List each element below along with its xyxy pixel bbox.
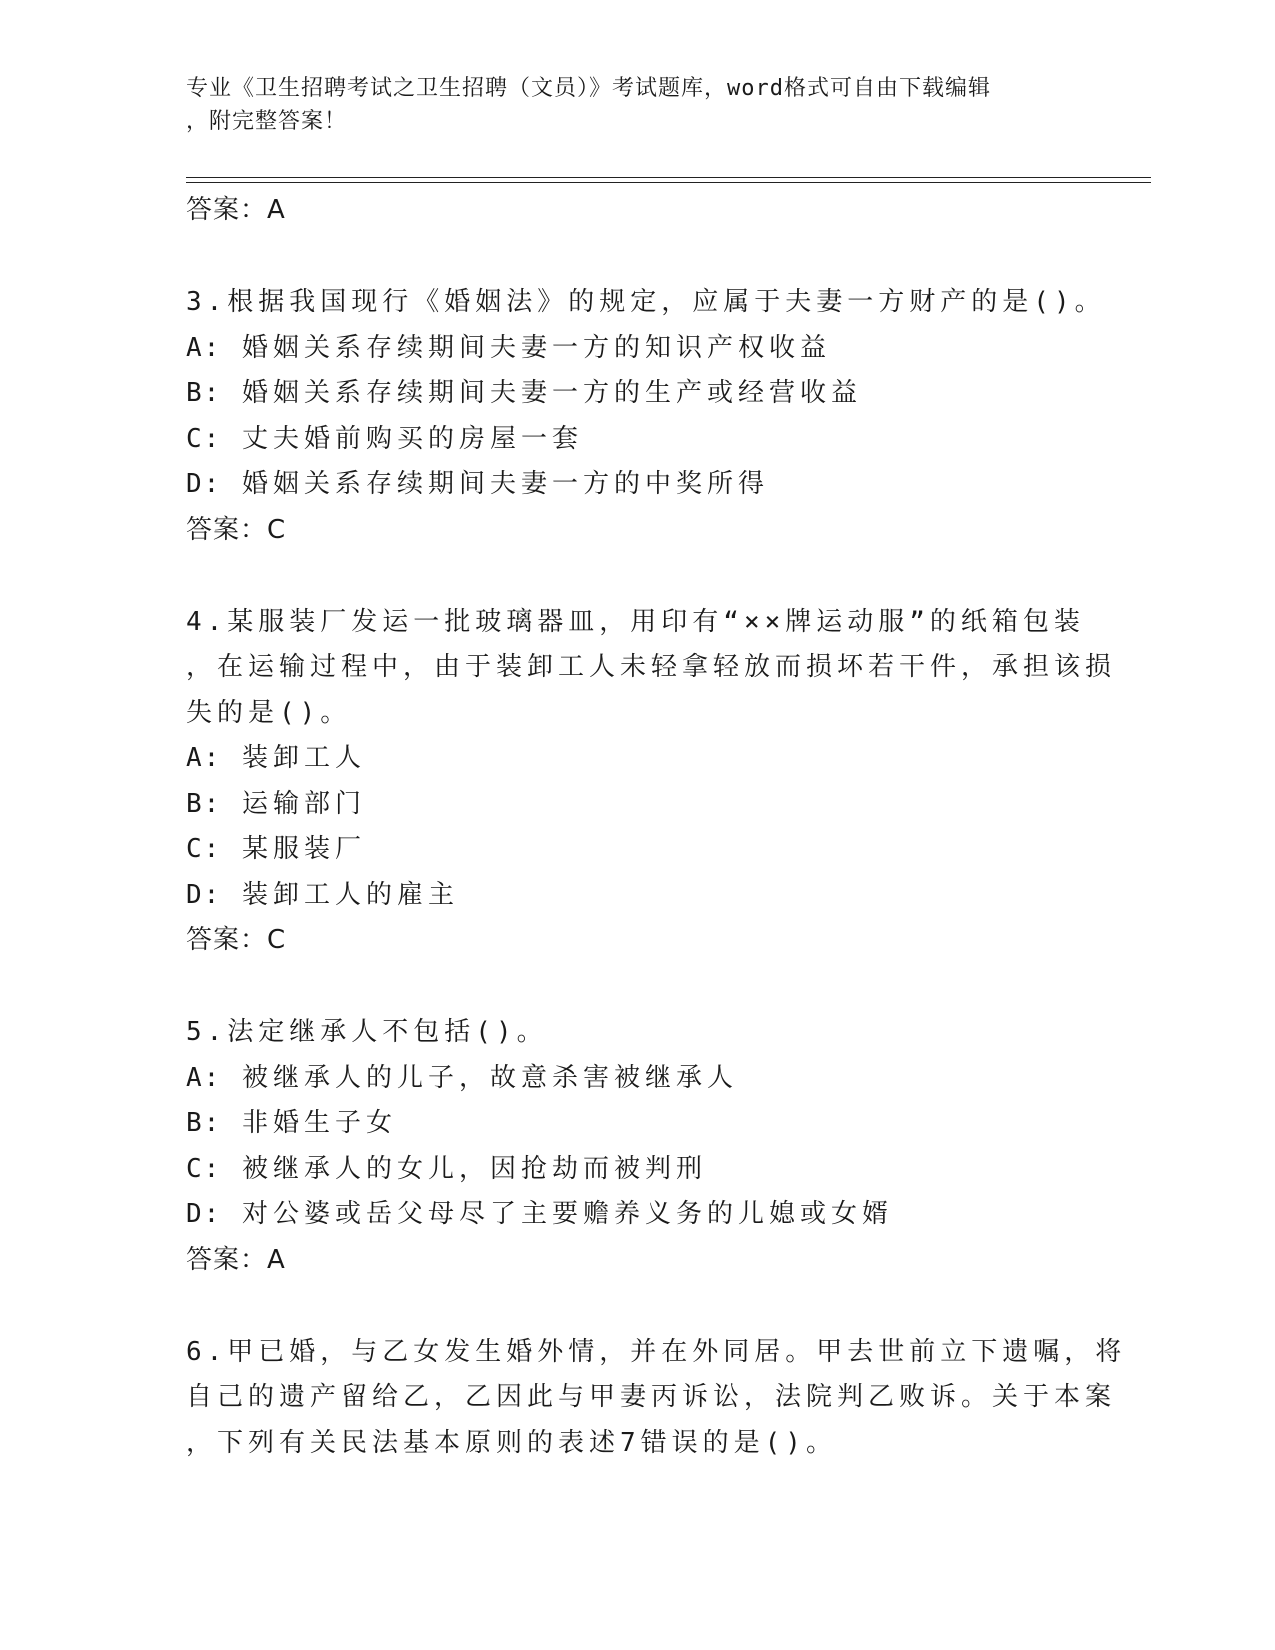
option-item	[186, 1056, 1086, 1102]
question-block	[186, 280, 1106, 548]
option-letter: C:	[186, 834, 222, 864]
option-text: 非婚生子女	[241, 1108, 397, 1138]
header-divider-bottom	[186, 182, 1151, 183]
question-block	[186, 1330, 1127, 1467]
option-letter: A:	[186, 332, 222, 363]
answer-line: 答案：A	[186, 195, 286, 225]
option-item	[186, 1101, 1086, 1147]
option-text: 装卸工人	[241, 743, 366, 773]
header-line-2: ，附完整答案！	[186, 109, 348, 134]
question-list	[186, 188, 1127, 1466]
option-text: 婚姻关系存续期间夫妻一方的中奖所得	[241, 469, 769, 499]
option-text: 装卸工人的雇主	[241, 879, 459, 910]
option-text: 运输部门	[241, 788, 366, 819]
option-letter: C:	[186, 423, 222, 454]
question-stem: 3.根据我国现行《婚姻法》的规定，应属于夫妻一方财产的是()。	[186, 287, 1106, 317]
question-stem: 5.法定继承人不包括()。	[186, 1017, 548, 1047]
answer-line: 答案：A	[186, 1244, 286, 1275]
answer-line: 答案：C	[186, 514, 287, 545]
question-stem: ，在运输过程中，由于装卸工人未轻拿轻放而损坏若干件，承担该损	[186, 652, 1117, 682]
question-stem: 失的是()。	[186, 697, 352, 728]
option-text: 某服装厂	[241, 834, 366, 864]
option-item	[186, 782, 1086, 828]
option-letter: A:	[186, 743, 222, 773]
option-letter: A:	[186, 1062, 222, 1093]
option-item	[186, 371, 1086, 417]
option-letter: D:	[186, 1199, 222, 1229]
option-letter: D:	[186, 469, 222, 499]
option-item	[186, 1147, 1086, 1193]
option-item	[186, 1192, 1086, 1238]
option-item	[186, 462, 1086, 508]
header-divider-top	[186, 177, 1151, 178]
option-item	[186, 736, 1086, 782]
option-letter: D:	[186, 879, 222, 910]
option-text: 丈夫婚前购买的房屋一套	[241, 423, 583, 454]
option-text: 婚姻关系存续期间夫妻一方的生产或经营收益	[241, 378, 862, 408]
option-item	[186, 873, 1086, 919]
question-stem: 6.甲已婚，与乙女发生婚外情，并在外同居。甲去世前立下遗嘱，将	[186, 1336, 1127, 1367]
option-letter: B:	[186, 378, 222, 408]
document-header	[186, 72, 1066, 138]
answer-line: 答案：C	[186, 925, 287, 955]
option-text: 婚姻关系存续期间夫妻一方的知识产权收益	[241, 332, 831, 363]
option-item	[186, 326, 1086, 372]
option-text: 对公婆或岳父母尽了主要赡养义务的儿媳或女婿	[241, 1199, 893, 1229]
question-stem: 4.某服装厂发运一批玻璃器皿，用印有“××牌运动服”的纸箱包装	[186, 606, 1085, 637]
option-letter: C:	[186, 1153, 222, 1184]
question-stem: 自己的遗产留给乙，乙因此与甲妻丙诉讼，法院判乙败诉。关于本案	[186, 1382, 1117, 1412]
question-block	[186, 1010, 1086, 1278]
option-text: 被继承人的儿子，故意杀害被继承人	[241, 1062, 738, 1093]
question-stem: ，下列有关民法基本原则的表述7错误的是()。	[186, 1427, 837, 1458]
question-block	[186, 600, 1117, 959]
option-letter: B:	[186, 1108, 222, 1138]
option-text: 被继承人的女儿，因抢劫而被判刑	[241, 1153, 707, 1184]
option-item	[186, 417, 1086, 463]
option-item	[186, 827, 1086, 873]
header-line-1: 专业《卫生招聘考试之卫生招聘（文员）》考试题库，word格式可自由下载编辑	[186, 76, 991, 101]
option-letter: B:	[186, 788, 222, 819]
